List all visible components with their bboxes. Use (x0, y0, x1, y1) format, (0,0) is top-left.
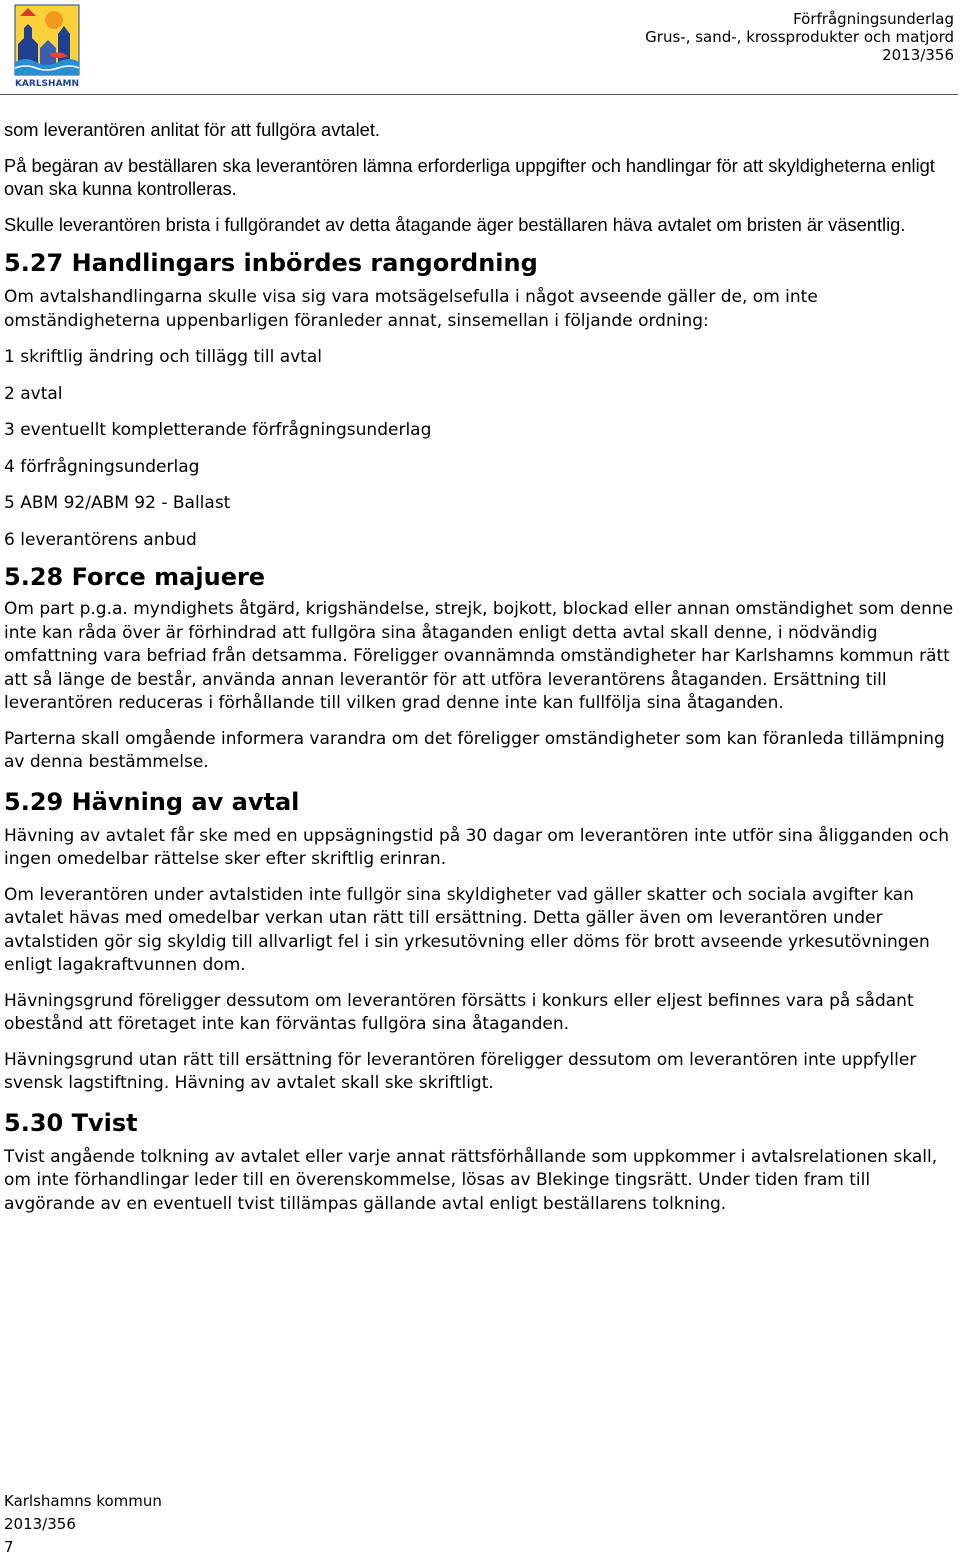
paragraph: Parterna skall omgående informera varandra om det föreligger omständigheter som kan föranleda tillämpning av denna bestämmelse. (4, 728, 945, 772)
document-subtitle: Grus-, sand-, krossprodukter och matjord (645, 28, 954, 46)
section-heading-5-27: 5.27 Handlingars inbördes rangordning (4, 249, 538, 277)
document-body (4, 118, 956, 1216)
paragraph: som leverantören anlitat för att fullgöra avtalet. (4, 119, 380, 140)
footer-organization: Karlshamns kommun (4, 1492, 162, 1510)
paragraph: På begäran av beställaren ska leverantören lämna erforderliga uppgifter och handlingar för att skyldigheterna enligt ovan ska kunna kontrolleras. (4, 154, 935, 199)
paragraph: Tvist angående tolkning av avtalet eller varje annat rättsförhållande som uppkommer i avtalsrelationen skall, om inte förhandlingar leder till en överenskommelse, lösas av Blekinge tingsrätt. Under tiden fram till avgörande av en eventuell tvist tillämpas gällande avtal enligt beställarens tolkning. (4, 1146, 938, 1214)
list-item: 5 ABM 92/ABM 92 - Ballast (4, 493, 231, 513)
list-item: 2 avtal (4, 383, 63, 404)
document-title: Förfrågningsunderlag (793, 10, 954, 28)
paragraph: Om part p.g.a. myndighets åtgärd, krigshändelse, strejk, bojkott, blockad eller annan omständighet som denne inte kan råda över är förhindrad att fullgöra sina åtaganden enligt detta avtal skall denne, i nödvändig omfattning vara befriad från detsamma. Föreligger ovannämnda omständigheter har Karlshamns kommun rätt att så länge de består, använda annan leverantör för att utföra leverantörens åtaganden. Ersättning till leverantören reduceras i förhållande till vilken grad denne inte kan fullfölja sina åtaganden. (4, 599, 954, 713)
footer-ref: 2013/356 (4, 1515, 76, 1533)
paragraph: Hävningsgrund föreligger dessutom om leverantören försätts i konkurs eller eljest befinnes vara på sådant obestånd att företaget inte kan förväntas fullgöra sina åtaganden. (4, 990, 914, 1034)
header-info (645, 10, 954, 64)
section-heading-5-30: 5.30 Tvist (4, 1108, 138, 1137)
section-heading-5-28: 5.28 Force majuere (4, 563, 266, 591)
page-header (0, 0, 960, 96)
paragraph: Om avtalshandlingarna skulle visa sig vara motsägelsefulla i något avseende gäller de, om inte omständigheterna uppenbarligen föranleder annat, sinsemellan i följande ordning: (4, 287, 818, 331)
list-item: 1 skriftlig ändring och tillägg till avtal (4, 347, 322, 367)
list-item: 4 förfrågningsunderlag (4, 456, 200, 477)
list-item: 3 eventuellt kompletterande förfrågningsunderlag (4, 420, 432, 440)
header-divider (0, 94, 958, 95)
svg-text:KARLSHAMN: KARLSHAMN (14, 79, 80, 88)
page-number: 7 (4, 1538, 14, 1556)
paragraph: Skulle leverantören brista i fullgörandet av detta åtagande äger beställaren häva avtalet om bristen är väsentlig. (4, 213, 906, 235)
section-heading-5-29: 5.29 Hävning av avtal (4, 787, 300, 816)
paragraph: Hävningsgrund utan rätt till ersättning för leverantören föreligger dessutom om leverantören inte uppfyller svensk lagstiftning. Hävning av avtalet skall ske skriftligt. (4, 1049, 917, 1093)
paragraph: Hävning av avtalet får ske med en uppsägningstid på 30 dagar om leverantören inte utför sina åligganden och ingen omedelbar rättelse sker efter skriftlig erinran. (4, 825, 949, 869)
list-item: 6 leverantörens anbud (4, 529, 197, 550)
karlshamn-logo (14, 4, 80, 88)
page-footer (4, 1490, 162, 1559)
document-ref: 2013/356 (882, 46, 954, 64)
paragraph: Om leverantören under avtalstiden inte fullgör sina skyldigheter vad gäller skatter och sociala avgifter kan avtalet hävas med omedelbar verkan utan rätt till ersättning. Detta gäller även om leverantören under avtalstiden gör sig skyldig till allvarligt fel i sin yrkesutövning eller döms för brott avseende yrkesutövningen enligt lagakraftvunnen dom. (4, 884, 930, 975)
